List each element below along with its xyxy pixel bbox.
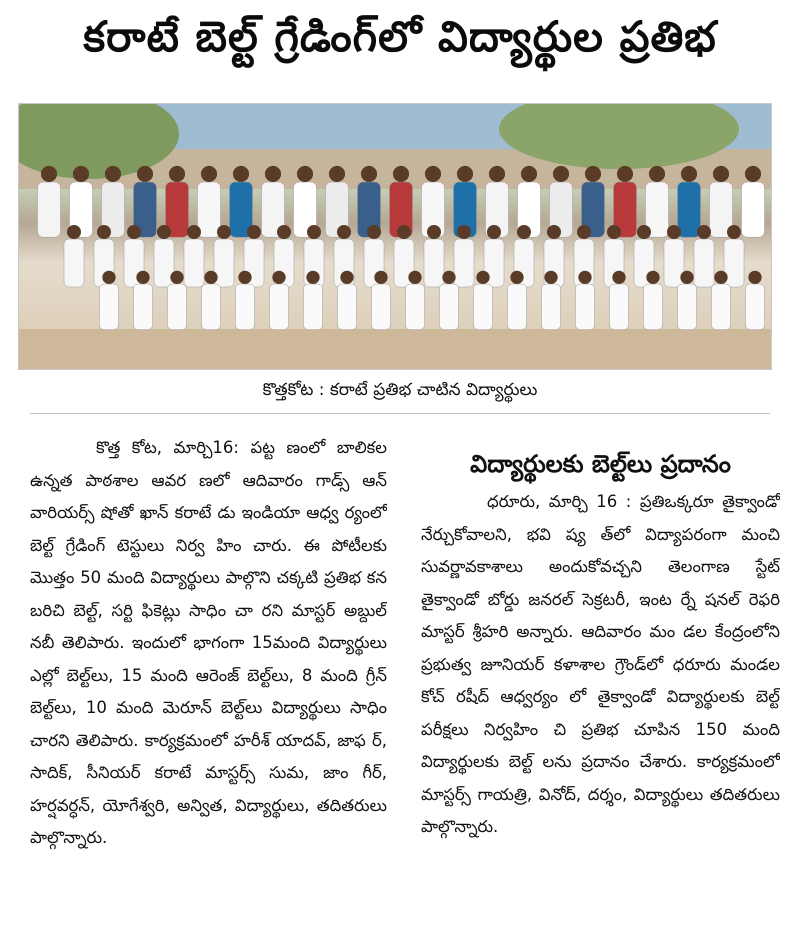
person-figure [746, 271, 765, 330]
ground [19, 329, 771, 369]
article-headline: విద్యార్థులకు బెల్ట్‌లు ప్రదానం [470, 450, 731, 478]
article-body: ధరూరు, మార్చి 16 : ప్రతిఒక్కరూ తైక్వాండో నేర్చుకోవాలని, భవి ష్య త్‌లో విద్యాపరంగా మంచి సువర్ణావకాశాలు అందుకోవచ్చని తెలంగాణ స్టేట్ తైక్వాండో బోర్డు జనరల్ సెక్రటరీ, ఇంట ర్నే షనల్ రెఫరి మాస్టర్ శ్రీహరి అన్నారు. ఆదివారం మం డల కేంద్రంలోని ప్రభుత్వ జూనియర్ కళాశాల గ్రౌండ్‌లో ధరూరు మండల కోచ్ రషీద్ ఆధ్వర్యం లో తైక్వాండో విద్యార్థులకు బెల్ట్ పరీక్షలు నిర్వహిం చి ప్రతిభ చూపిన 150 మంది విద్యార్థులకు బెల్ట్ లను ప్రదానం చేశారు. కార్యక్రమంలో మాస్టర్స్ గాయత్రి, వినోద్, దర్శం, విద్యార్థులు తదితరులు పాల్గొన్నారు. [421, 492, 780, 836]
article-right-column [421, 486, 780, 866]
students-group [38, 166, 765, 330]
group-photo [18, 103, 772, 370]
page-headline: కరాటే బెల్ట్ గ్రేడింగ్‌లో విద్యార్థుల ప్రతిభ [83, 12, 717, 61]
article-left-column [30, 432, 387, 872]
group-photo-illustration [19, 104, 771, 369]
divider [30, 413, 770, 414]
article-body: కొత్త కోట, మార్చి16: పట్ట ణంలో బాలికల ఉన్నత పాఠశాల ఆవర ణలో ఆదివారం గాడ్స్ ఆన్ వారియర్స్ షోతో ఖాన్ కరాటే డు ఇండియా ఆధ్వ ర్యంలో బెల్ట్ గ్రేడింగ్ టెస్టులు నిర్వ హిం చారు. ఈ పోటీలకు మొత్తం 50 మంది విద్యార్థులు పాల్గొని చక్కటి ప్రతిభ కన బరిచి బెల్ట్, సర్టి ఫికెట్లు సాధిం చా రని మాస్టర్ అబ్దుల్ నబీ తెలిపారు. ఇందులో భాగంగా 15మంది విద్యార్థులు ఎల్లో బెల్ట్‌లు, 15 మంది ఆరెంజ్ బెల్ట్‌లు, 8 మంది గ్రీన్ బెల్ట్‌లు, 10 మంది మెరూన్ బెల్ట్‌లు విద్యార్థులు సాధిం చారని తెలిపారు. కార్యక్రమంలో హరీశ్ యాదవ్, జాఫ ర్, సాదిక్, సీనియర్ కరాటే మాస్టర్స్ సుమ, జాం గీర్, హర్షవర్ధన్, యోగేశ్వరి, అన్విత, విద్యార్థులు, తదితరులు పాల్గొన్నారు. [30, 438, 387, 847]
photo-caption: కొత్తకోట : కరాటే ప్రతిభ చాటిన విద్యార్థులు [262, 380, 538, 400]
